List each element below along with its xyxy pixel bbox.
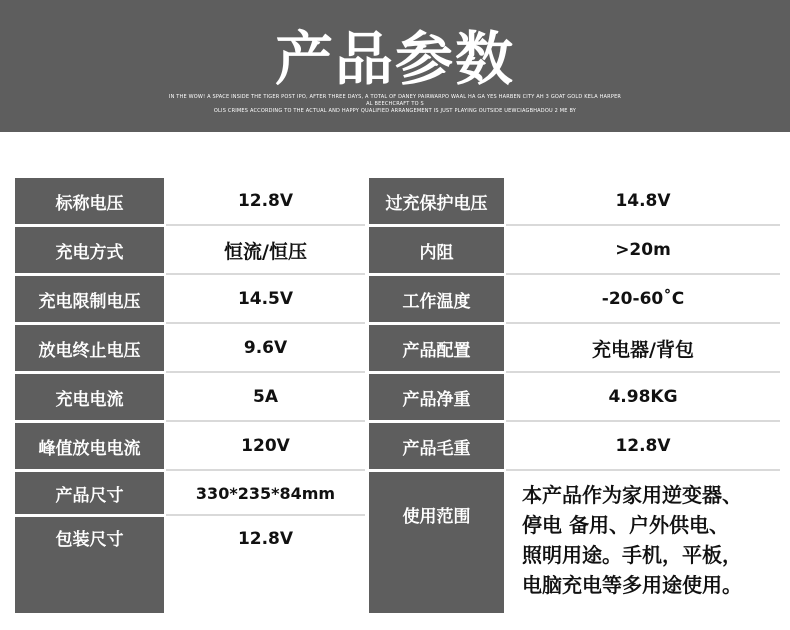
row-divider bbox=[166, 371, 365, 373]
spec-label-charge-current: 充电电流 bbox=[15, 374, 164, 420]
spec-value-product-configuration: 充电器/背包 bbox=[506, 325, 780, 371]
row-divider bbox=[166, 514, 365, 516]
spec-value-discharge-cutoff-voltage: 9.6V bbox=[166, 325, 365, 371]
spec-label-operating-temperature: 工作温度 bbox=[369, 276, 504, 322]
usage-line-2: 停电 备用、户外供电、 bbox=[522, 513, 729, 537]
spec-label-net-weight: 产品净重 bbox=[369, 374, 504, 420]
spec-label-product-size: 产品尺寸 bbox=[15, 472, 164, 514]
row-divider bbox=[166, 224, 365, 226]
spec-label-product-configuration: 产品配置 bbox=[369, 325, 504, 371]
spec-label-peak-discharge-current: 峰值放电电流 bbox=[15, 423, 164, 469]
row-divider bbox=[506, 273, 780, 275]
row-divider bbox=[166, 273, 365, 275]
spec-label-discharge-cutoff-voltage: 放电终止电压 bbox=[15, 325, 164, 371]
spec-label-nominal-voltage: 标称电压 bbox=[15, 178, 164, 224]
spec-value-nominal-voltage: 12.8V bbox=[166, 178, 365, 224]
header-gap bbox=[0, 132, 790, 178]
spec-label-usage-scope: 使用范围 bbox=[369, 472, 504, 613]
spec-value-operating-temperature: -20-60˚C bbox=[506, 276, 780, 322]
header-banner bbox=[0, 0, 790, 132]
header-subtitle-line-2: OLIS CRIMES ACCORDING TO THE ACTUAL AND HAPPY QUALIFIED ARRANGEMENT IS JUST PLAYING OUTSIDE UEWCIAGBHADOU 2 ME BY bbox=[213, 108, 577, 114]
row-divider bbox=[506, 224, 780, 226]
spec-value-charge-limit-voltage: 14.5V bbox=[166, 276, 365, 322]
spec-value-product-size: 330*235*84mm bbox=[166, 472, 365, 514]
row-divider bbox=[166, 420, 365, 422]
page-title: 产品参数 bbox=[274, 25, 515, 93]
header-subtitle-line-1: IN THE WOW! A SPACE INSIDE THE TIGER POST IPO, AFTER THREE DAYS, A TOTAL OF DANEY PAIRWARPO WAAL HA GA YES HARBEN CITY AH 3 GOAT GOLD KELA HARPER AL BEECHCRAFT TO S bbox=[168, 94, 622, 107]
row-divider bbox=[166, 322, 365, 324]
spec-label-charge-limit-voltage: 充电限制电压 bbox=[15, 276, 164, 322]
spec-value-peak-discharge-current: 120V bbox=[166, 423, 365, 469]
spec-label-charging-method: 充电方式 bbox=[15, 227, 164, 273]
spec-value-charge-current: 5A bbox=[166, 374, 365, 420]
spec-value-gross-weight: 12.8V bbox=[506, 423, 780, 469]
spec-label-overcharge-protection-voltage: 过充保护电压 bbox=[369, 178, 504, 224]
row-divider bbox=[506, 322, 780, 324]
spec-value-package-size: 12.8V bbox=[166, 517, 365, 613]
spec-value-overcharge-protection-voltage: 14.8V bbox=[506, 178, 780, 224]
usage-line-3: 照明用途。手机，平板， bbox=[522, 543, 742, 567]
spec-value-net-weight: 4.98KG bbox=[506, 374, 780, 420]
usage-line-4: 电脑充电等多用途使用。 bbox=[522, 573, 742, 597]
row-divider bbox=[506, 420, 780, 422]
spec-value-internal-resistance: >20m bbox=[506, 227, 780, 273]
spec-label-gross-weight: 产品毛重 bbox=[369, 423, 504, 469]
spec-label-package-size: 包装尺寸 bbox=[15, 517, 164, 613]
row-divider bbox=[506, 371, 780, 373]
spec-value-usage-scope bbox=[506, 472, 780, 613]
usage-line-1: 本产品作为家用逆变器、 bbox=[522, 483, 742, 507]
row-divider bbox=[166, 469, 365, 471]
header-subtitle bbox=[165, 94, 625, 115]
spec-label-internal-resistance: 内阻 bbox=[369, 227, 504, 273]
spec-value-charging-method: 恒流/恒压 bbox=[166, 227, 365, 273]
row-divider bbox=[506, 469, 780, 471]
